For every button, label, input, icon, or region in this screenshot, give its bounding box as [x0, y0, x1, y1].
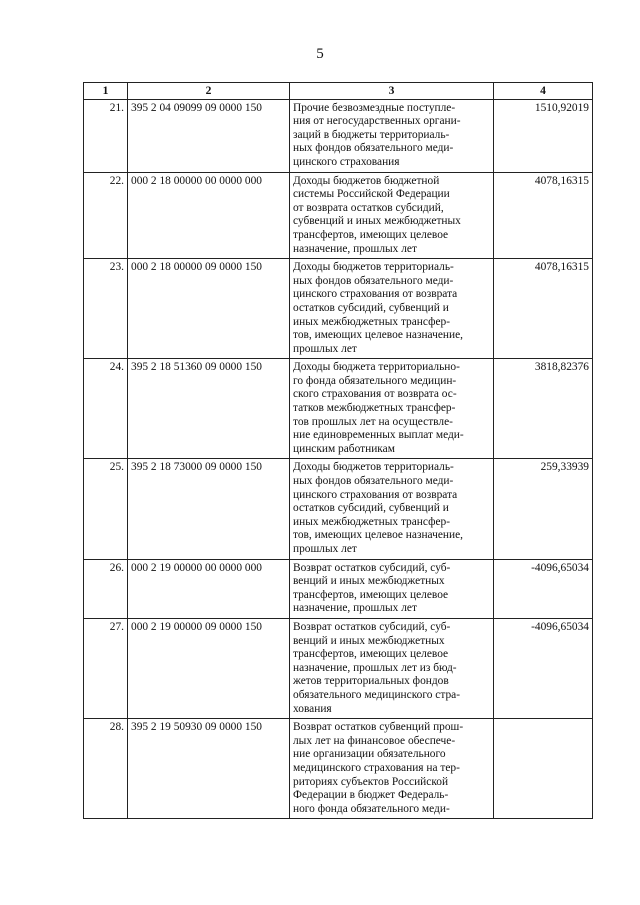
header-col-4: 4: [494, 83, 593, 100]
description-line: Возврат остатков субсидий, суб-: [293, 561, 451, 574]
description-line: иных межбюджетных трансфер-: [293, 515, 451, 528]
row-number: 24.: [84, 359, 128, 459]
description-line: ского страхования от возврата ос-: [293, 388, 457, 401]
description-line: жетов территориальных фондов: [293, 675, 449, 688]
budget-code: 000 2 19 00000 00 0000 000: [128, 559, 290, 618]
description-line: Доходы бюджета территориально-: [293, 361, 460, 374]
table-row: [84, 559, 593, 618]
row-number: 22.: [84, 172, 128, 259]
table-row: [84, 618, 593, 718]
description-line: Доходы бюджетов территориаль-: [293, 261, 454, 274]
description-line: назначение, прошлых лет: [293, 242, 417, 255]
amount-value: 4078,16315: [494, 172, 593, 259]
description-line: Возврат остатков субсидий, суб-: [293, 620, 451, 633]
description-line: венций и иных межбюджетных: [293, 634, 445, 647]
description-line: остатков субсидий, субвенций и: [293, 301, 449, 314]
description-line: ных фондов обязательного меди-: [293, 142, 454, 155]
table-row: [84, 459, 593, 559]
description-line: трансфертов, имеющих целевое: [293, 228, 449, 241]
description-line: цинского страхования от возврата: [293, 288, 458, 301]
description-line: субвенций и иных межбюджетных: [293, 215, 461, 228]
description-line: Прочие безвозмездные поступле-: [293, 101, 456, 114]
description-line: ние единовременных выплат меди-: [293, 429, 464, 442]
description-line: Доходы бюджетов бюджетной: [293, 174, 440, 187]
row-number: 28.: [84, 719, 128, 819]
budget-code: 000 2 18 00000 00 0000 000: [128, 172, 290, 259]
description-line: татков межбюджетных трансфер-: [293, 402, 456, 415]
budget-code: 000 2 18 00000 09 0000 150: [128, 259, 290, 359]
description-line: ного фонда обязательного меди-: [293, 802, 450, 815]
description-line: цинского страхования от возврата: [293, 488, 458, 501]
income-description: [290, 459, 494, 559]
table-row: [84, 719, 593, 819]
description-line: риториях субъектов Российской: [293, 775, 449, 788]
amount-value: -4096,65034: [494, 559, 593, 618]
description-line: прошлых лет: [293, 543, 357, 555]
description-line: ных фондов обязательного меди-: [293, 274, 454, 287]
description-line: Возврат остатков субвенций прош-: [293, 721, 464, 734]
income-description: [290, 172, 494, 259]
description-line: хования: [293, 702, 332, 715]
description-line: заций в бюджеты территориаль-: [293, 128, 450, 141]
description-line: венций и иных межбюджетных: [293, 575, 445, 588]
table-row: [84, 259, 593, 359]
description-line: трансфертов, имеющих целевое: [293, 588, 449, 601]
description-line: ния от негосударственных органи-: [293, 115, 461, 128]
description-line: назначение, прошлых лет: [293, 602, 417, 615]
description-line: обязательного медицинского стра-: [293, 688, 460, 701]
budget-table: [83, 82, 593, 819]
amount-value: [494, 719, 593, 819]
description-line: прошлых лет: [293, 342, 357, 355]
description-line: системы Российской Федерации: [293, 188, 450, 201]
description-line: Доходы бюджетов территориаль-: [293, 461, 454, 474]
income-description: [290, 359, 494, 459]
income-description: [290, 99, 494, 172]
budget-code: 395 2 18 73000 09 0000 150: [128, 459, 290, 559]
description-line: тов, имеющих целевое назначение,: [293, 529, 464, 542]
description-line: медицинского страхования на тер-: [293, 761, 460, 774]
description-line: ние организации обязательного: [293, 748, 446, 761]
description-line: го фонда обязательного медицин-: [293, 374, 457, 387]
amount-value: 4078,16315: [494, 259, 593, 359]
table-row: [84, 359, 593, 459]
page-number: 5: [316, 46, 324, 62]
table-row: [84, 99, 593, 172]
description-line: лых лет на финансовое обеспече-: [293, 734, 456, 747]
row-number: 21.: [84, 99, 128, 172]
description-line: тов, имеющих целевое назначение,: [293, 329, 464, 342]
header-col-2: 2: [128, 83, 290, 100]
header-col-1: 1: [84, 83, 128, 100]
amount-value: -4096,65034: [494, 618, 593, 718]
income-description: [290, 618, 494, 718]
table-header-row: [84, 83, 593, 100]
budget-code: 395 2 04 09099 09 0000 150: [128, 99, 290, 172]
header-col-3: 3: [290, 83, 494, 100]
income-description: [290, 259, 494, 359]
income-description: [290, 559, 494, 618]
budget-code: 395 2 18 51360 09 0000 150: [128, 359, 290, 459]
description-line: ных фондов обязательного меди-: [293, 475, 454, 488]
amount-value: 1510,92019: [494, 99, 593, 172]
description-line: Федерации в бюджет Федераль-: [293, 789, 449, 802]
description-line: цинским работникам: [293, 442, 395, 455]
amount-value: 259,33939: [494, 459, 593, 559]
row-number: 25.: [84, 459, 128, 559]
amount-value: 3818,82376: [494, 359, 593, 459]
description-line: иных межбюджетных трансфер-: [293, 315, 451, 328]
budget-code: 000 2 19 00000 09 0000 150: [128, 618, 290, 718]
description-line: от возврата остатков субсидий,: [293, 201, 444, 214]
description-line: трансфертов, имеющих целевое: [293, 648, 449, 661]
description-line: тов прошлых лет на осуществле-: [293, 415, 453, 428]
row-number: 26.: [84, 559, 128, 618]
row-number: 27.: [84, 618, 128, 718]
description-line: назначение, прошлых лет из бюд-: [293, 661, 457, 674]
budget-code: 395 2 19 50930 09 0000 150: [128, 719, 290, 819]
table-body: [84, 99, 593, 819]
table-row: [84, 172, 593, 259]
description-line: остатков субсидий, субвенций и: [293, 502, 449, 515]
row-number: 23.: [84, 259, 128, 359]
description-line: цинского страхования: [293, 155, 400, 168]
income-description: [290, 719, 494, 819]
